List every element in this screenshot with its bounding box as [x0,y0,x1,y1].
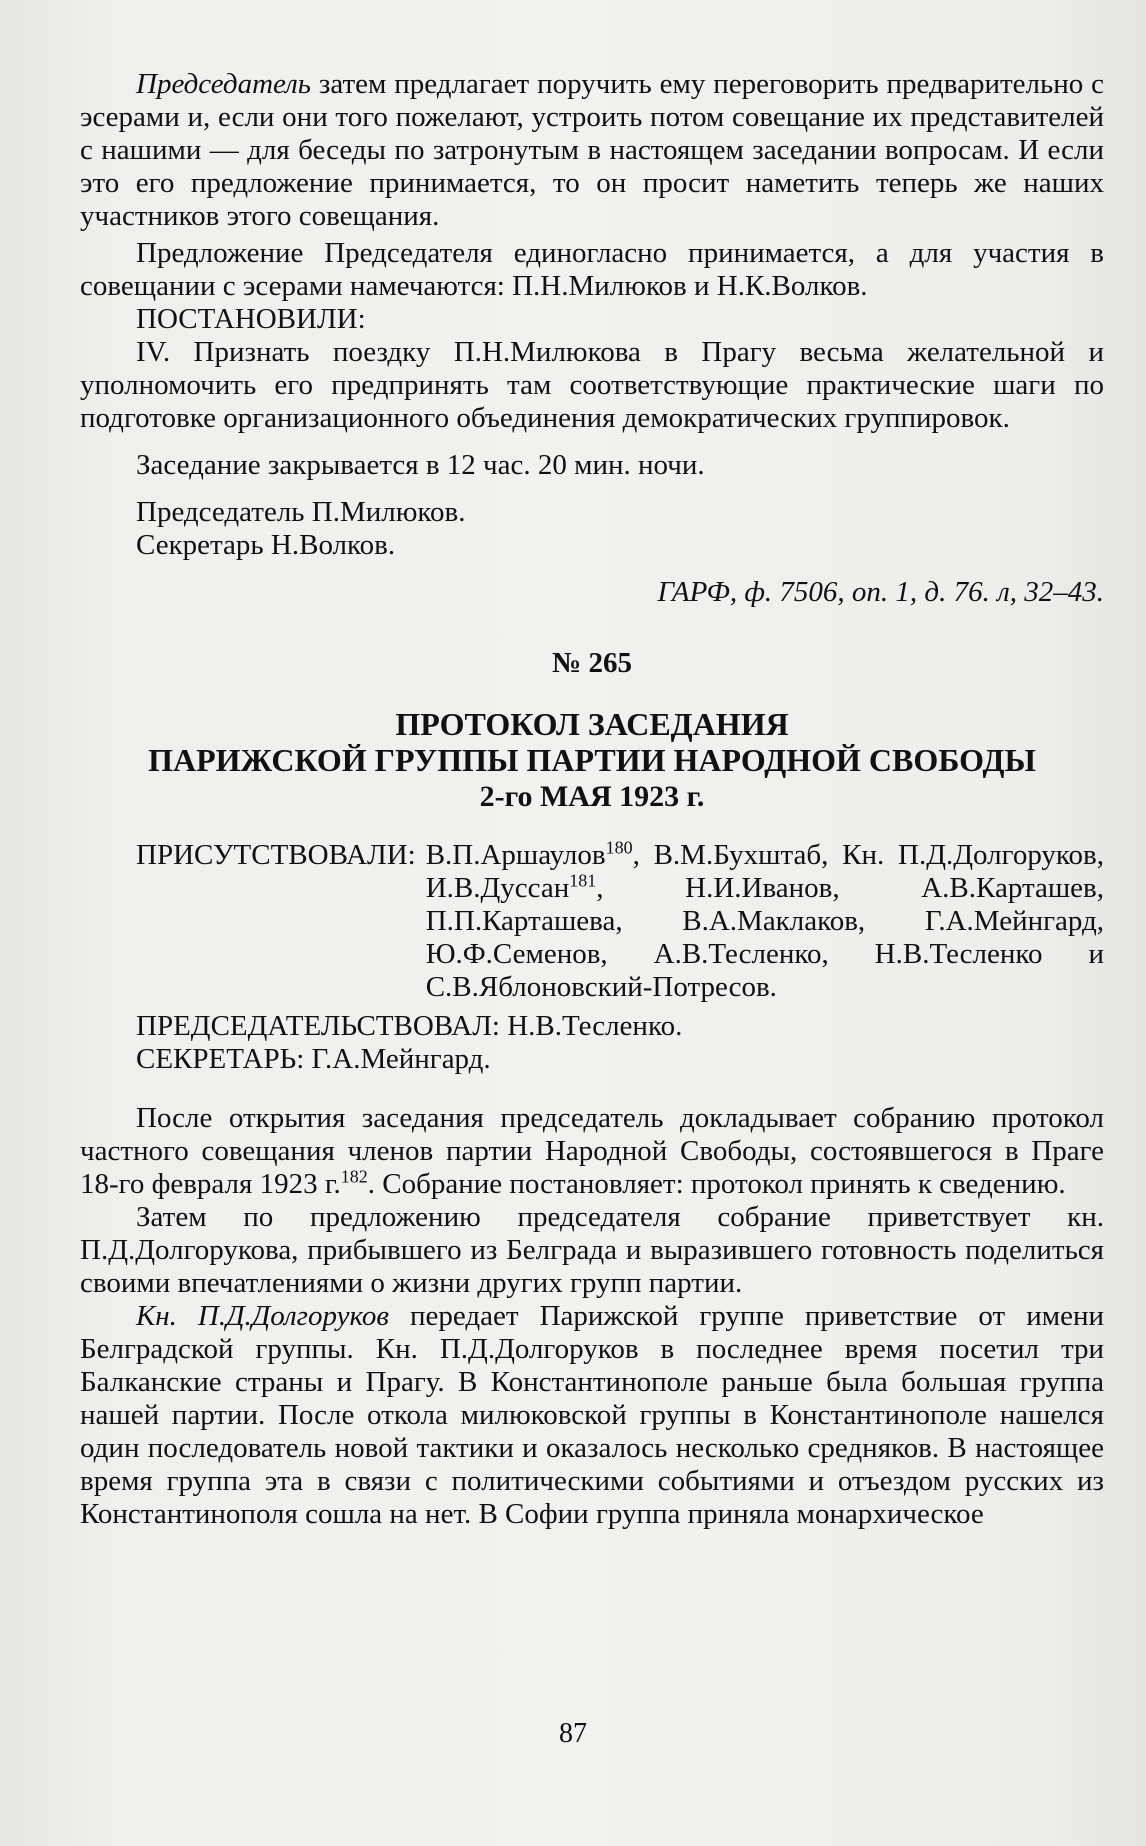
chair-italic-lead: Председатель [136,68,312,100]
meeting-closed-line: Заседание закрывается в 12 час. 20 мин. ночи. [136,449,705,481]
attendees-block [80,839,1104,1004]
document-title-line-2: ПАРИЖСКОЙ ГРУППЫ ПАРТИИ НАРОДНОЙ СВОБОДЫ [148,742,1036,778]
resolved-heading: ПОСТАНОВИЛИ: [136,303,366,335]
footnote-181: 181 [569,870,597,891]
attendee-text-2: , В.М.Бухштаб, Кн. П.Д.Долгоруков, И.В.Дуссан [425,839,1104,904]
paragraph-accepted: Предложение Председателя единогласно принимается, а для участия в совещании с эсерами намечаются: П.Н.Милюков и Н.К.Волков. [80,237,1104,302]
footnote-180: 180 [605,837,633,858]
page-text-block [80,68,1104,1531]
paragraph-chair-proposal [80,68,1104,233]
dolgorukov-italic-lead: Кн. П.Д.Долгоруков [136,1300,390,1332]
footnote-182: 182 [340,1166,368,1187]
signature-chair: Председатель П.Милюков. [136,496,466,528]
document-title-line-1: ПРОТОКОЛ ЗАСЕДАНИЯ [395,706,789,742]
paragraph-opening [80,1102,1104,1201]
opening-text-2: . Собрание постановляет: протокол принять к сведению. [367,1168,1066,1200]
attendee-text-1: В.П.Аршаулов [425,839,606,871]
paragraph-greeting: Затем по предложению председателя собрание приветствует кн. П.Д.Долгорукова, прибывшего из Белграда и выразившего готовность поделиться своими впечатлениями о жизни других групп партии. [80,1201,1104,1299]
chair-proposal-text: затем предлагает поручить ему переговорить предварительно с эсерами и, если они того пожелают, устроить потом совещание их представителей с нашими — для беседы по затронутым в настоящем заседании вопросам. И если это его предложение принимается, то он просит наметить теперь же наших участников этого совещания. [80,68,1104,232]
attendee-text-3: , Н.И.Иванов, А.В.Карташев, П.П.Карташева, В.А.Маклаков, Г.А.Мейнгард, Ю.Ф.Семенов, А.В.Тесленко, Н.В.Тесленко и С.В.Яблоновский-Потресов. [425,872,1104,1003]
chaired-by: ПРЕДСЕДАТЕЛЬСТВОВАЛ: Н.В.Тесленко. [136,1010,683,1042]
page-number: 87 [559,1718,587,1749]
resolution-iv: IV. Признать поездку П.Н.Милюкова в Прагу весьма желательной и уполномочить его предпринять там соответствующие практические шаги по подготовке организационного объединения демократических группировок. [80,336,1104,434]
document-date: 2-го МАЯ 1923 г. [479,780,705,813]
signature-secretary: Секретарь Н.Волков. [136,529,396,561]
opening-text: После открытия заседания председатель докладывает собранию протокол частного совещания членов партии Народной Свободы, состоявшегося в Праге 18-го февраля 1923 г. [80,1102,1104,1200]
archive-source: ГАРФ, ф. 7506, оп. 1, д. 76. л, 32–43. [657,576,1104,608]
document-number: № 265 [552,647,632,679]
secretary-line: СЕКРЕТАРЬ: Г.А.Мейнгард. [136,1043,491,1075]
paragraph-dolgorukov [80,1300,1104,1531]
dolgorukov-text: передает Парижской группе приветствие от имени Белградской группы. Кн. П.Д.Долгоруков в последнее время посетил три Балканские страны и Прагу. В Константинополе раньше была большая группа нашей партии. После откола милюковской группы в Константинополе нашелся один последователь новой тактики и оказалось несколько средняков. В настоящее время группа эта в связи с политическими событиями и отъездом русских из Константинополя сошла на нет. В Софии группа приняла монархическое [80,1300,1104,1530]
attendees-label: ПРИСУТСТВОВАЛИ: [136,839,416,871]
attendees-names [426,839,1104,1004]
